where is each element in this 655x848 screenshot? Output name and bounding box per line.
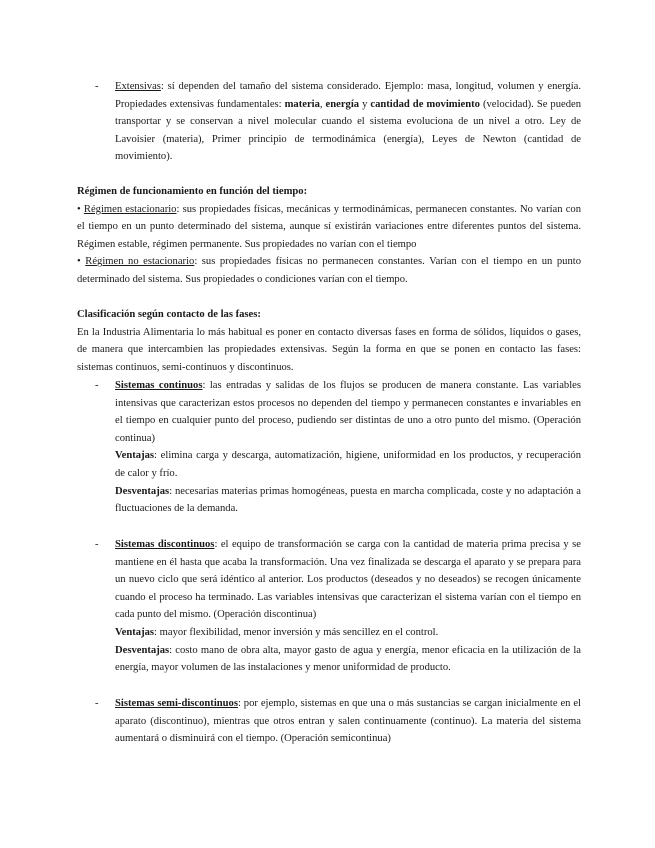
regimen-item-no-estacionario [77, 253, 581, 288]
semi-term: Sistemas semi-discontinuos [115, 698, 238, 709]
discontinuos-text: : el equipo de transformación se carga con la cantidad de materia prima precisa y se mantiene en él hasta que acaba la transformación. Una vez finalizada se descarga el aparato y se prepara para un nuevo ciclo que será idéntico al anterior. Los productos (deseados y no deseados) se recogen únicamente cuando el proceso ha terminado. Las variables intensivas que caracterizan el sistema varían con el tiempo en cada punto del mismo. (Operación discontinua) [115, 539, 582, 621]
continuos-ventajas-text: : elimina carga y descarga, automatización, higiene, uniformidad en los productos, y recuperación de calor y frío. [115, 450, 581, 479]
continuos-ventajas-label: Ventajas [115, 450, 155, 462]
discontinuos-ventajas-text: : mayor flexibilidad, menor inversión y más sencillez en el control. [154, 626, 439, 638]
list-dash: - [95, 539, 99, 550]
discontinuos-item [77, 536, 581, 677]
discontinuos-desventajas-label: Desventajas [115, 644, 170, 656]
regimen-item-estacionario [77, 201, 581, 254]
regimen-heading: Régimen de funcionamiento en función del tiempo: [77, 186, 308, 197]
extensivas-term: Extensivas [115, 81, 161, 92]
continuos-text: : las entradas y salidas de los flujos se producen de manera constante. Las variables intensivas que caracterizan estos procesos no dependen del tiempo y permanecen constantes e invariables en el tiempo en cualquier punto del proceso, pudiendo ser distintas de uno a otro punto del mismo. (Operación continua) [115, 380, 581, 444]
clasificacion-section [77, 306, 581, 376]
clasificacion-heading: Clasificación según contacto de las fases: [77, 309, 261, 320]
discontinuos-ventajas-label: Ventajas [115, 626, 155, 638]
continuos-desventajas-text: : necesarias materias primas homogéneas, puesta en marcha complicada, coste y no adaptación a fluctuaciones de la demanda. [115, 485, 581, 515]
bullet: • [77, 203, 81, 215]
discontinuos-section [77, 536, 581, 677]
regimen-estacionario-term: Régimen estacionario [83, 203, 177, 215]
separator: y [359, 98, 371, 110]
continuos-desventajas-label: Desventajas [115, 485, 170, 497]
discontinuos-term: Sistemas discontinuos [115, 539, 215, 550]
list-dash: - [95, 81, 99, 92]
clasificacion-intro: En la Industria Alimentaria lo más habitual es poner en contacto diversas fases en forma de sólidos, líquidos o gases, de manera que intercambien las propiedades extensivas. Según la forma en que se ponen en contacto las fases: sistemas continuos, semi-continuos y discontinuos. [77, 326, 581, 373]
continuos-term: Sistemas continuos [115, 380, 203, 391]
regimen-no-estacionario-text: : sus propiedades físicas no permanecen constantes. Varían con el tiempo en un punto determinado del sistema. Sus propiedades o condiciones varían con el tiempo. [77, 256, 581, 285]
semi-text: : por ejemplo, sistemas en que una o más sustancias se cargan inicialmente en el aparato (discontinuo), mientras que otros entran y salen continuamente (continuo). La materia del sistema aumentará o disminuirá con el tiempo. (Operación semicontinua) [115, 698, 581, 745]
separator: , [319, 98, 326, 110]
list-dash: - [95, 698, 99, 709]
bold-cantidad-movimiento: cantidad de movimiento [370, 98, 480, 110]
bullet: • [77, 256, 81, 268]
semi-item [77, 695, 581, 748]
continuos-section [77, 377, 581, 518]
semi-section [77, 695, 581, 748]
extensivas-text-2: (velocidad). Se pueden transportar y se conservan a nivel molecular cuando el sistema evoluciona de un nivel a otro. Ley de Lavoisier (materia), Primer principio de termodinámica (energía), Leyes de Newton (cantidad de movimiento). [115, 98, 581, 163]
discontinuos-desventajas-text: : costo mano de obra alta, mayor gasto de agua y energía, menor eficacia en la utilización de la energía, mayor volumen de las instalaciones y menor uniformidad de producto. [115, 644, 581, 674]
continuos-item [77, 377, 581, 518]
extensivas-text-1: : sí dependen del tamaño del sistema considerado. Ejemplo: masa, longitud, volumen y energía. Propiedades extensivas fundamentales: [115, 81, 581, 110]
regimen-estacionario-text: : sus propiedades físicas, mecánicas y termodinámicas, permanecen constantes. No varían con el tiempo en un punto determinado del sistema, aunque sí existirán variaciones entre diferentes puntos del sistema. Régimen estable, régimen permanente. Sus propiedades no varían con el tiempo [77, 203, 582, 250]
extensivas-item [77, 78, 581, 166]
regimen-section [77, 183, 581, 289]
list-dash: - [95, 380, 99, 391]
bold-energia: energía [325, 98, 360, 110]
extensivas-section [77, 78, 581, 166]
bold-materia: materia [284, 98, 320, 110]
regimen-no-estacionario-term: Régimen no estacionario [85, 256, 195, 268]
